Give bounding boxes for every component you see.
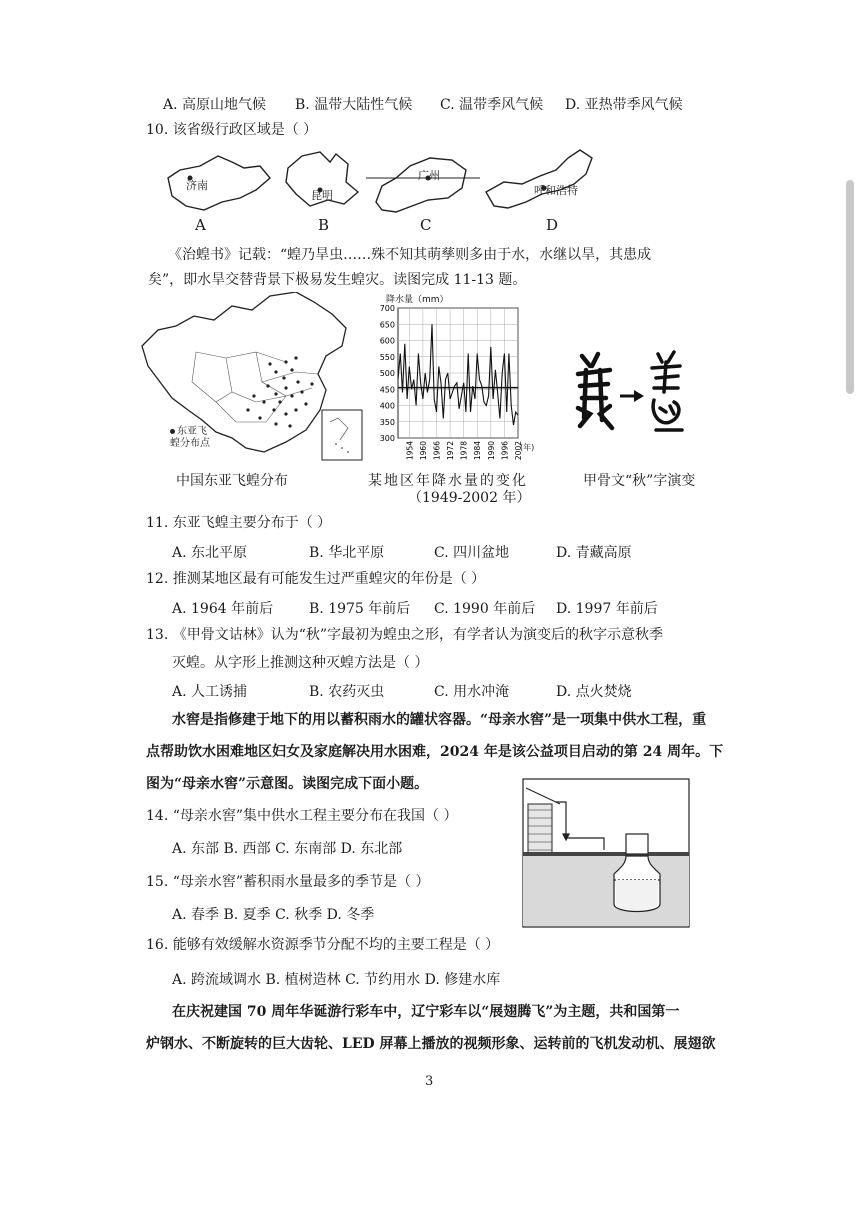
passage1-line1: 《治蝗书》记载：“蝗乃旱虫……殊不知其萌孳则多由于水，水继以旱，其患成 <box>168 247 652 263</box>
precipitation-chart <box>362 292 538 462</box>
q12-option-c: C. 1990 年前后 <box>434 601 536 617</box>
y-tick-label: 650 <box>379 320 395 330</box>
q10-map-label-huhehaote: 呼和浩特 <box>534 184 578 197</box>
passage3-line2: 炉钢水、不断旋转的巨大齿轮、LED 屏幕上播放的视频形象、运转前的飞机发动机、展翅欲 <box>146 1036 716 1052</box>
chart-caption-line1: 某地区年降水量的变化 <box>368 473 528 489</box>
vertical-scrollbar[interactable] <box>846 180 854 394</box>
q10-option-c: C <box>420 216 432 234</box>
q11-stem: 11. 东亚飞蝗主要分布于（ ） <box>146 515 332 531</box>
q9-option-c: C. 温带季风气候 <box>440 97 544 113</box>
q11-option-b: B. 华北平原 <box>309 545 385 561</box>
passage1-line2: 矣”，即水旱交替背景下极易发生蝗灾。读图完成 11-13 题。 <box>148 272 527 288</box>
x-tick-label: 1972 <box>446 441 456 461</box>
map-d-inner-mongolia <box>486 150 592 208</box>
y-tick-label: 450 <box>379 385 395 395</box>
ground-surface <box>523 852 689 856</box>
oracle-bone-glyphs <box>570 348 688 440</box>
oracle-caption: 甲骨文“秋”字演变 <box>583 473 696 489</box>
oracle-glyph-locust <box>578 354 612 428</box>
q14-stem: 14. “母亲水窖”集中供水工程主要分布在我国（ ） <box>146 808 458 824</box>
q13-option-d: D. 点火焚烧 <box>556 684 632 700</box>
y-tick-label: 400 <box>379 401 395 411</box>
x-tick-label: 1990 <box>486 441 496 461</box>
passage3-line1: 在庆祝建国 70 周年华诞游行彩车中，辽宁彩车以“展翅腾飞”为主题，共和国第一 <box>172 1004 680 1020</box>
map-a-shandong <box>168 156 270 210</box>
precipitation-series <box>398 324 518 425</box>
q9-option-a: A. 高原山地气候 <box>163 97 267 113</box>
map-caption: 中国东亚飞蝗分布 <box>176 473 288 489</box>
q15-options: A. 春季 B. 夏季 C. 秋季 D. 冬季 <box>172 907 375 923</box>
map-legend: 东亚飞蝗分布点 <box>170 426 210 449</box>
q10-option-d: D <box>546 216 559 234</box>
q10-map-label-kunming: 昆明 <box>311 189 333 202</box>
q12-option-d: D. 1997 年前后 <box>556 601 658 617</box>
x-tick-label: 1996 <box>500 441 510 461</box>
q12-option-a: A. 1964 年前后 <box>172 601 274 617</box>
q13-option-a: A. 人工诱捕 <box>172 684 248 700</box>
q15-stem: 15. “母亲水窖”蓄积雨水量最多的季节是（ ） <box>146 874 430 890</box>
q11-option-a: A. 东北平原 <box>172 545 248 561</box>
page-number: 3 <box>425 1074 434 1089</box>
y-tick-label: 350 <box>379 417 395 427</box>
ground-soil <box>523 856 689 926</box>
y-tick-label: 550 <box>379 352 395 362</box>
q12-stem: 12. 推测某地区最有可能发生过严重蝗灾的年份是（ ） <box>146 571 486 587</box>
x-tick-label: 1966 <box>432 441 442 461</box>
arrow-icon <box>620 390 644 402</box>
q14-options: A. 东部 B. 西部 C. 东南部 D. 东北部 <box>172 841 403 857</box>
passage2-line3: 图为“母亲水窖”示意图。读图完成下面小题。 <box>146 776 429 792</box>
q16-options: A. 跨流域调水 B. 植树造林 C. 节约用水 D. 修建水库 <box>172 972 501 988</box>
y-tick-label: 700 <box>379 304 395 313</box>
chart-xunit: (年) <box>520 443 535 452</box>
q16-stem: 16. 能够有效缓解水资源季节分配不均的主要工程是（ ） <box>146 937 500 953</box>
oracle-glyph-autumn <box>652 352 682 430</box>
x-tick-label: 1960 <box>418 441 428 461</box>
y-tick-label: 300 <box>379 434 395 443</box>
q11-option-c: C. 四川盆地 <box>434 545 510 561</box>
y-tick-label: 600 <box>379 336 395 346</box>
q10-option-b: B <box>318 216 330 234</box>
q9-option-b: B. 温带大陆性气候 <box>295 97 413 113</box>
passage2-line2: 点帮助饮水困难地区妇女及家庭解决用水困难，2024 年是该公益项目启动的第 24 周年。下 <box>146 744 724 760</box>
x-tick-label: 1954 <box>405 441 415 461</box>
q11-option-d: D. 青藏高原 <box>556 545 632 561</box>
q13-option-c: C. 用水冲淹 <box>434 684 510 700</box>
locust-points <box>246 356 313 427</box>
x-tick-label: 1978 <box>459 441 469 461</box>
q10-map-label-jinan: 济南 <box>186 179 208 192</box>
y-tick-label: 500 <box>379 369 395 378</box>
chart-ylabel: 降水量（mm） <box>386 295 449 305</box>
passage2-line1: 水窖是指修建于地下的用以蓄积雨水的罐状容器。“母亲水窖”是一项集中供水工程，重 <box>172 712 707 728</box>
chart-caption-line2: （1949-2002 年） <box>408 490 531 506</box>
q10-stem: 10. 该省级行政区域是（ ） <box>146 122 318 138</box>
q10-map-label-guangzhou: 广州 <box>418 169 440 182</box>
south-sea-inset <box>322 410 362 460</box>
q12-option-b: B. 1975 年前后 <box>309 601 411 617</box>
x-tick-label: 1984 <box>473 441 483 461</box>
province-boundaries <box>192 352 318 422</box>
q9-option-d: D. 亚热带季风气候 <box>565 97 683 113</box>
q13-stem-line2: 灭蝗。从字形上推测这种灭蝗方法是（ ） <box>172 655 429 671</box>
q13-option-b: B. 农药灭虫 <box>309 684 385 700</box>
water-cellar-diagram <box>522 778 690 928</box>
x-tick-label: 2002 <box>514 441 523 461</box>
q10-option-a: A <box>195 216 206 234</box>
q13-stem-line1: 13. 《甲骨文诂林》认为“秋”字最初为蝗虫之形，有学者认为演变后的秋字示意秋季 <box>146 627 664 643</box>
